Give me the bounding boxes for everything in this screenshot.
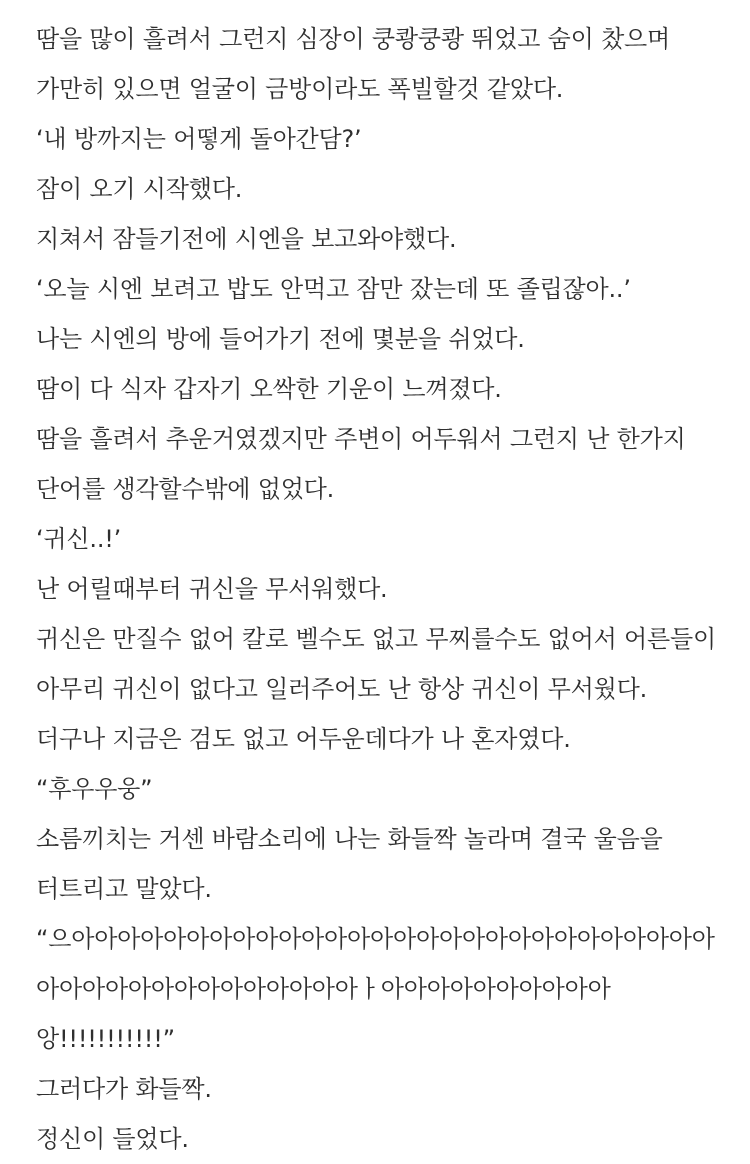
paragraph: 정신이 들었다.	[36, 1125, 189, 1153]
paragraph: 귀신은 만질수 없어 칼로 벨수도 없고 무찌를수도 없어서 어른들이 아무리 귀신이 없다고 일러주어도 난 항상 귀신이 무서웠다.	[36, 625, 716, 703]
paragraph: ‘귀신..!’	[36, 525, 122, 553]
paragraph: 소름끼치는 거센 바람소리에 나는 화들짝 놀라며 결국 울음을 터트리고 말았다.	[36, 825, 663, 903]
paragraph: 땀을 흘려서 추운거였겠지만 주변이 어두워서 그런지 난 한가지 단어를 생각할수밖에 없었다.	[36, 425, 686, 503]
paragraph: 난 어릴때부터 귀신을 무서워했다.	[36, 575, 388, 603]
paragraph: ‘오늘 시엔 보려고 밥도 안먹고 잠만 잤는데 또 졸립잖아..’	[36, 275, 631, 303]
paragraph: “후우우웅”	[36, 775, 153, 803]
paragraph: 잠이 오기 시작했다.	[36, 175, 243, 203]
paragraph: 지쳐서 잠들기전에 시엔을 보고와야했다.	[36, 225, 457, 253]
paragraph: “으아아아아아아아아아아아아아아아아아아아아아아아아아아아아아아아아아아아아아아아아아아ㅏ아아아아아아아아아아앙!!!!!!!!!!!”	[36, 925, 715, 1053]
paragraph: 땀이 다 식자 갑자기 오싹한 기운이 느껴졌다.	[36, 375, 502, 403]
paragraph: 나는 시엔의 방에 들어가기 전에 몇분을 쉬었다.	[36, 325, 525, 353]
paragraph: 그러다가 화들짝.	[36, 1075, 212, 1103]
paragraph: 땀을 많이 흘려서 그런지 심장이 쿵쾅쿵쾅 뛰었고 숨이 찼으며 가만히 있으면 얼굴이 금방이라도 폭빌할것 같았다.	[36, 25, 671, 103]
paragraph: ‘내 방까지는 어떻게 돌아간담?’	[36, 125, 362, 153]
paragraph: 더구나 지금은 검도 없고 어두운데다가 나 혼자였다.	[36, 725, 571, 753]
